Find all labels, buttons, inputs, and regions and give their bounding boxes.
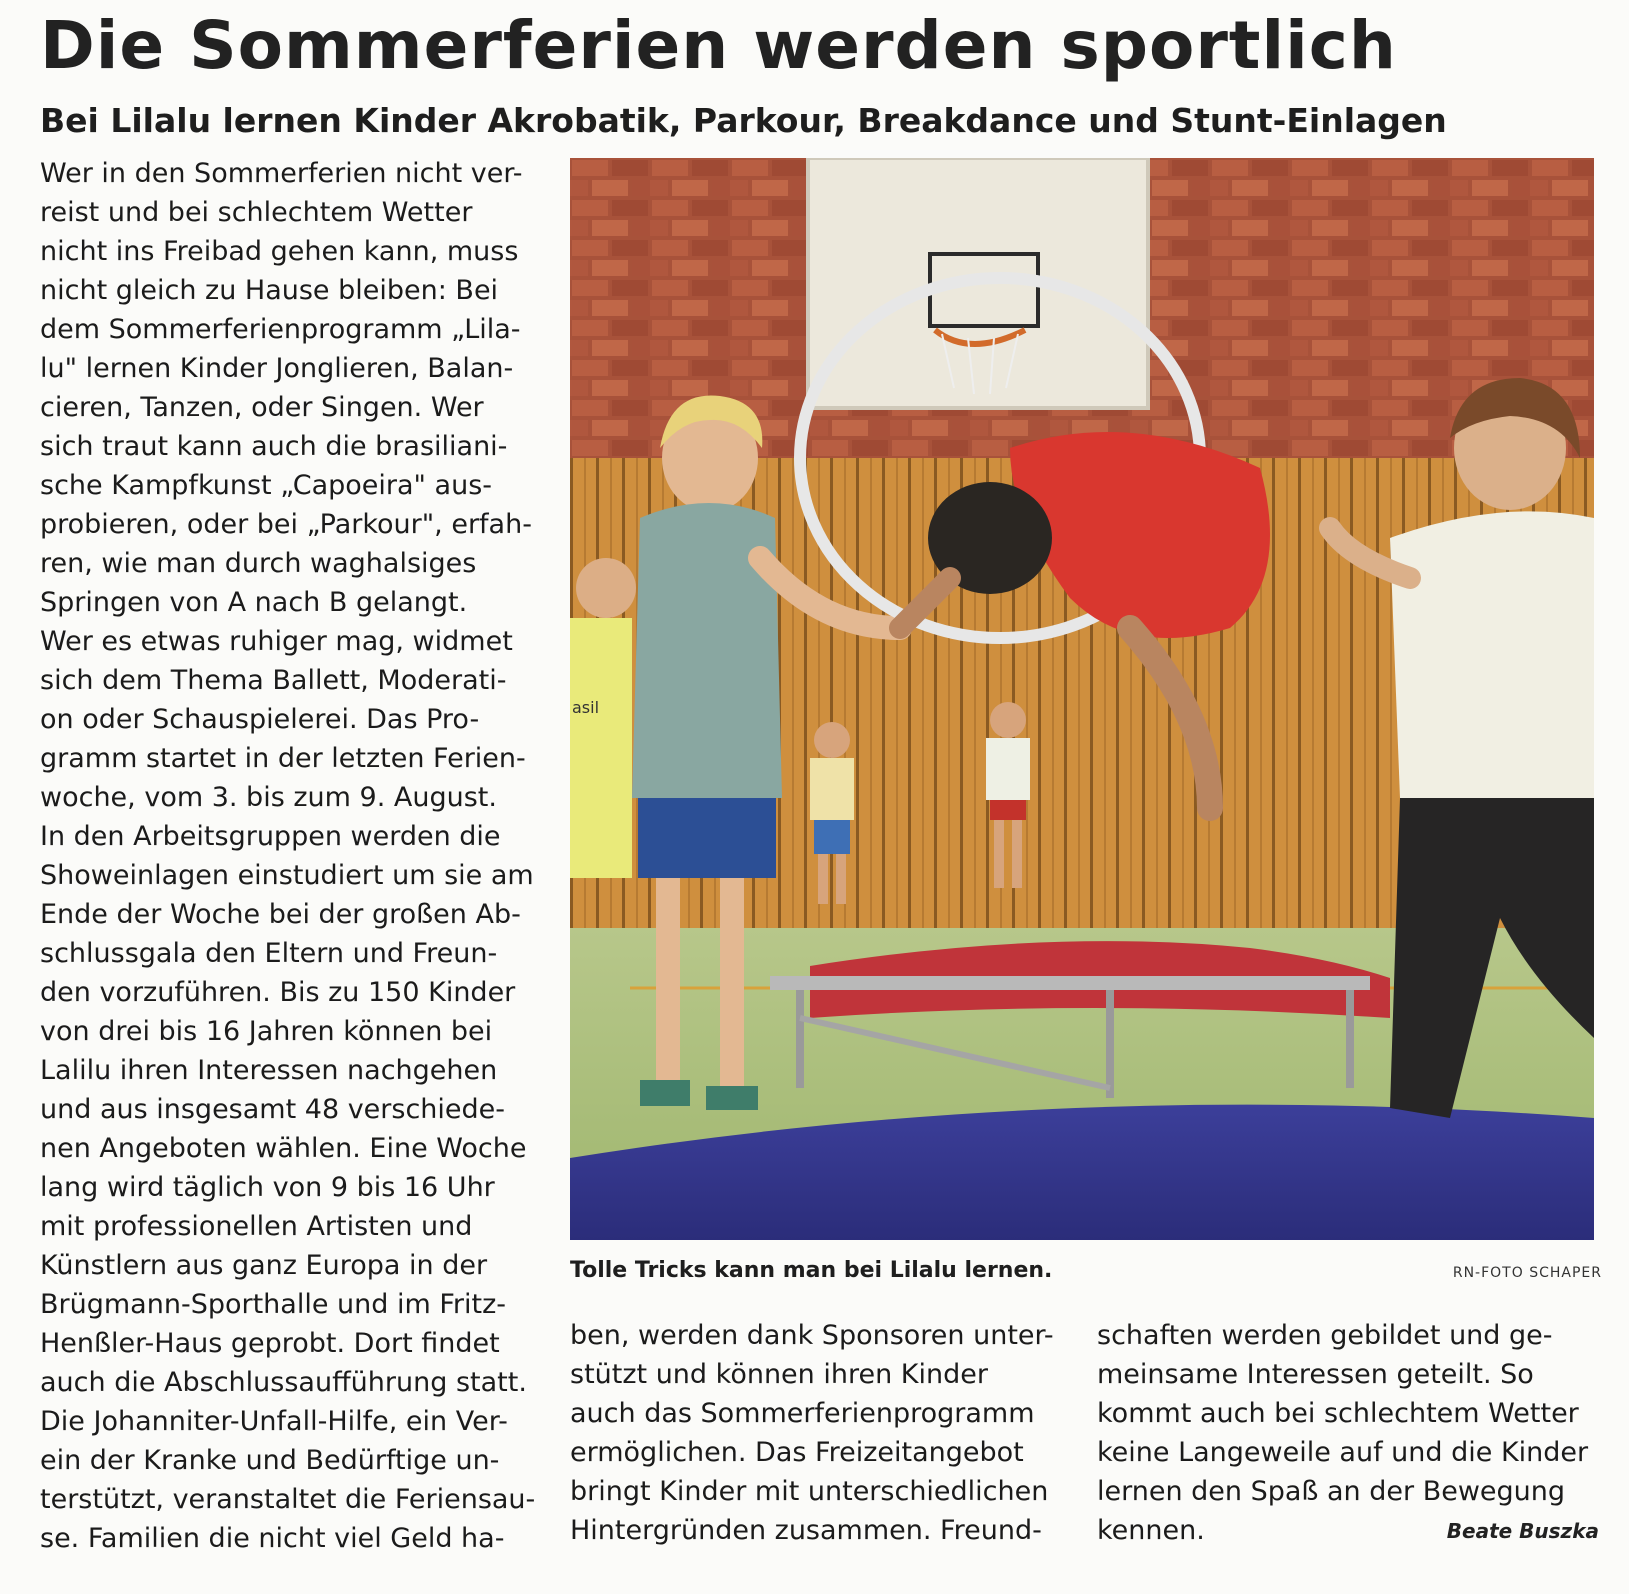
text-line: Die Johanniter-Unfall-Hilfe, ein Ver- <box>40 1406 508 1437</box>
text-line: sich dem Thema Ballett, Moderati- <box>40 665 507 696</box>
text-line: ein der Kranke und Bedürftige un- <box>40 1445 500 1476</box>
subheadline: Bei Lilalu lernen Kinder Akrobatik, Parkour, Breakdance und Stunt-Einlagen <box>40 101 1447 140</box>
text-line: mit professionellen Artisten und <box>40 1211 473 1242</box>
text-line: gramm startet in der letzten Ferien- <box>40 743 526 774</box>
text-line: In den Arbeitsgruppen werden die <box>40 821 501 852</box>
body-column-3 <box>1097 1316 1602 1550</box>
text-line: auch das Sommerferienprogramm <box>570 1398 1035 1429</box>
text-line: woche, vom 3. bis zum 9. August. <box>40 782 497 813</box>
text-line: schlussgala den Eltern und Freun- <box>40 938 498 969</box>
text-line: und aus insgesamt 48 verschiede- <box>40 1094 506 1125</box>
text-line: ben, werden dank Sponsoren unter- <box>570 1320 1054 1351</box>
text-line: Hintergründen zusammen. Freund- <box>570 1515 1042 1546</box>
text-line: lang wird täglich von 9 bis 16 Uhr <box>40 1172 495 1203</box>
text-line: reist und bei schlechtem Wetter <box>40 197 473 228</box>
text-line: ermöglichen. Das Freizeitangebot <box>570 1437 1024 1468</box>
text-line: ren, wie man durch waghalsiges <box>40 548 477 579</box>
text-line: sich traut kann auch die brasiliani- <box>40 431 508 462</box>
text-line: terstützt, veranstaltet die Feriensau- <box>40 1484 536 1515</box>
photo-caption: Tolle Tricks kann man bei Lilalu lernen. <box>570 1258 1053 1283</box>
text-line: Wer es etwas ruhiger mag, widmet <box>40 626 513 657</box>
text-line: kennen. <box>1097 1515 1205 1546</box>
text-line: se. Familien die nicht viel Geld ha- <box>40 1523 505 1554</box>
author-byline: Beate Buszka <box>1446 1519 1599 1543</box>
text-line: meinsame Interessen geteilt. So <box>1097 1359 1534 1390</box>
text-line: Ende der Woche bei der großen Ab- <box>40 899 521 930</box>
text-line: Springen von A nach B gelangt. <box>40 587 468 618</box>
headline: Die Sommerferien werden sportlich <box>40 7 1397 84</box>
text-line: lernen den Spaß an der Bewegung <box>1097 1476 1566 1507</box>
text-line: den vorzuführen. Bis zu 150 Kinder <box>40 977 516 1008</box>
text-line: bringt Kinder mit unterschiedlichen <box>570 1476 1049 1507</box>
text-line: Wer in den Sommerferien nicht ver- <box>40 158 523 189</box>
text-line: on oder Schauspielerei. Das Pro- <box>40 704 480 735</box>
text-line: stützt und können ihren Kinder <box>570 1359 988 1390</box>
text-line: dem Sommerferienprogramm „Lila- <box>40 314 521 345</box>
text-line: Showeinlagen einstudiert um sie am <box>40 860 534 891</box>
body-column-2 <box>570 1316 1070 1550</box>
text-line: schaften werden gebildet und ge- <box>1097 1320 1553 1351</box>
text-line: lu" lernen Kinder Jonglieren, Balan- <box>40 353 514 384</box>
text-line: nicht gleich zu Hause bleiben: Bei <box>40 275 499 306</box>
text-line: von drei bis 16 Jahren können bei <box>40 1016 493 1047</box>
text-line: keine Langeweile auf und die Kinder <box>1097 1437 1589 1468</box>
text-line: nen Angeboten wählen. Eine Woche <box>40 1133 527 1164</box>
body-column-1 <box>40 154 540 1558</box>
photo-credit: RN-FOTO SCHAPER <box>1452 1265 1602 1281</box>
text-line: nicht ins Freibad gehen kann, muss <box>40 236 519 267</box>
text-line: Künstlern aus ganz Europa in der <box>40 1250 488 1281</box>
gym-photo-illustration <box>570 158 1594 1240</box>
shirt-text: asil <box>572 698 600 717</box>
text-line: kommt auch bei schlechtem Wetter <box>1097 1398 1579 1429</box>
article-photo <box>570 158 1594 1240</box>
text-line: sche Kampfkunst „Capoeira" aus- <box>40 470 492 501</box>
text-line: Henßler-Haus geprobt. Dort findet <box>40 1328 500 1359</box>
text-line: auch die Abschlussaufführung statt. <box>40 1367 527 1398</box>
text-line: cieren, Tanzen, oder Singen. Wer <box>40 392 484 423</box>
text-line: Lalilu ihren Interessen nachgehen <box>40 1055 498 1086</box>
text-line: Brügmann-Sporthalle und im Fritz- <box>40 1289 507 1320</box>
text-line: probieren, oder bei „Parkour", erfah- <box>40 509 532 540</box>
